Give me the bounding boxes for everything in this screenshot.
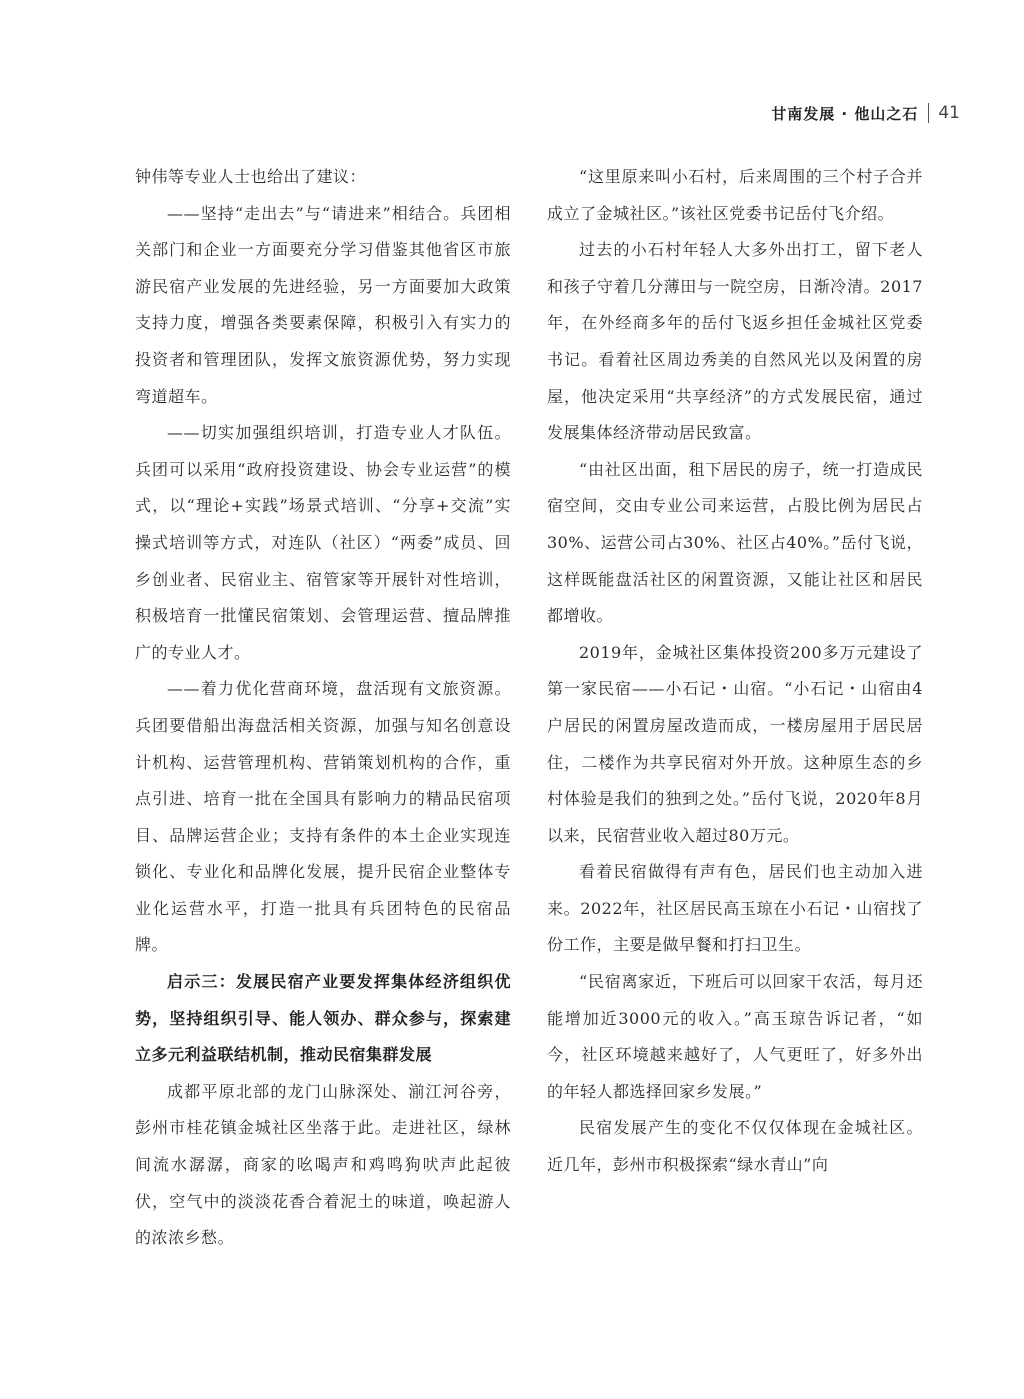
section-title: 甘南发展 · 他山之石: [771, 104, 919, 123]
paragraph: ——坚持“走出去”与“请进来”相结合。兵团相关部门和企业一方面要充分学习借鉴其他省区市旅游民宿产业发展的先进经验，另一方面要加大政策支持力度，增强各类要素保障，积极引入有实力的投资者和管理团队，发挥文旅资源优势，努力实现弯道超车。: [135, 203, 511, 406]
paragraph: 钟伟等专业人士也给出了建议：: [135, 167, 367, 186]
left-column: [135, 159, 511, 1257]
section-heading: 启示三：发展民宿产业要发挥集体经济组织优势，坚持组织引导、能人领办、群众参与，探索建立多元利益联结机制，推动民宿集群发展: [135, 972, 511, 1065]
page-number: 41: [938, 103, 960, 123]
paragraph: “由社区出面，租下居民的房子，统一打造成民宿空间，交由专业公司来运营，占股比例为居民占30%、运营公司占30%、社区占40%。”岳付飞说，这样既能盘活社区的闲置资源，又能让社区和居民都增收。: [547, 459, 923, 626]
paragraph: ——着力优化营商环境，盘活现有文旅资源。兵团要借船出海盘活相关资源，加强与知名创意设计机构、运营管理机构、营销策划机构的合作，重点引进、培育一批在全国具有影响力的精品民宿项目、品牌运营企业；支持有条件的本土企业实现连锁化、专业化和品牌化发展，提升民宿企业整体专业化运营水平，打造一批具有兵团特色的民宿品牌。: [135, 679, 511, 955]
header-divider: [928, 103, 929, 123]
paragraph: 2019年，金城社区集体投资200多万元建设了第一家民宿——小石记・山宿。“小石记・山宿由4户居民的闲置房屋改造而成，一楼房屋用于居民居住，二楼作为共享民宿对外开放。这种原生态的乡村体验是我们的独到之处。”岳付飞说，2020年8月以来，民宿营业收入超过80万元。: [547, 642, 923, 845]
paragraph: 成都平原北部的龙门山脉深处、湔江河谷旁，彭州市桂花镇金城社区坐落于此。走进社区，绿林间流水潺潺，商家的吆喝声和鸡鸣狗吠声此起彼伏，空气中的淡淡花香合着泥土的味道，唤起游人的浓浓乡愁。: [135, 1081, 511, 1248]
paragraph: 民宿发展产生的变化不仅仅体现在金城社区。近几年，彭州市积极探索“绿水青山”向: [547, 1118, 923, 1175]
paragraph: 看着民宿做得有声有色，居民们也主动加入进来。2022年，社区居民高玉琼在小石记・山宿找了份工作，主要是做早餐和打扫卫生。: [547, 862, 923, 955]
paragraph: 过去的小石村年轻人大多外出打工，留下老人和孩子守着几分薄田与一院空房，日渐冷清。2017年，在外经商多年的岳付飞返乡担任金城社区党委书记。看着社区周边秀美的自然风光以及闲置的房屋，他决定采用“共享经济”的方式发展民宿，通过发展集体经济带动居民致富。: [547, 240, 923, 443]
paragraph: “民宿离家近，下班后可以回家干农活，每月还能增加近3000元的收入。”高玉琼告诉记者，“如今，社区环境越来越好了，人气更旺了，好多外出的年轻人都选择回家乡发展。”: [547, 972, 923, 1101]
paragraph: ——切实加强组织培训，打造专业人才队伍。兵团可以采用“政府投资建设、协会专业运营”的模式，以“理论+实践”场景式培训、“分享+交流”实操式培训等方式，对连队（社区）“两委”成员、回乡创业者、民宿业主、宿管家等开展针对性培训，积极培育一批懂民宿策划、会管理运营、擅品牌推广的专业人才。: [135, 423, 511, 662]
right-column: [547, 159, 923, 1184]
running-header: [700, 100, 960, 126]
paragraph: “这里原来叫小石村，后来周围的三个村子合并成立了金城社区。”该社区党委书记岳付飞介绍。: [547, 167, 923, 223]
